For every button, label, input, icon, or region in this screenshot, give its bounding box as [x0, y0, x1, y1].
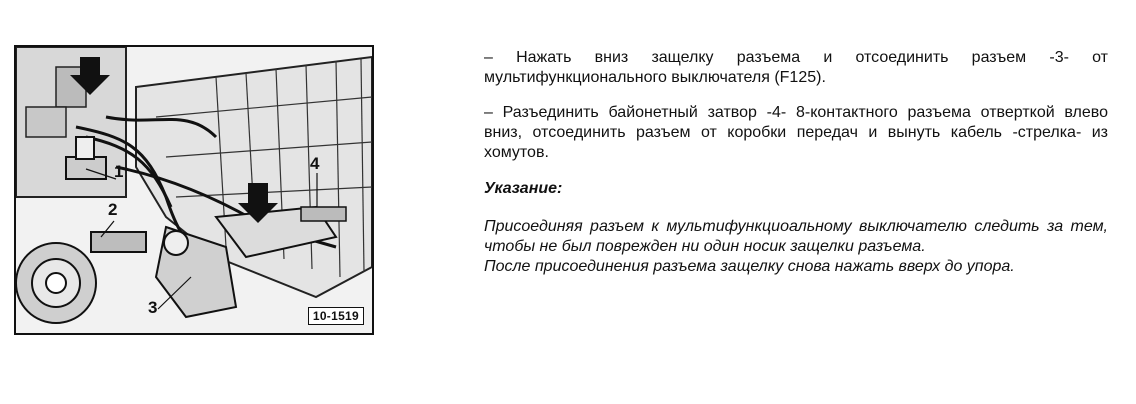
instruction-step: – Нажать вниз защелку разъема и отсоединить разъем -3- от мультифункционального выключателя (F125). [484, 49, 1108, 86]
instructions-column [484, 48, 1108, 277]
instruction-step: – Разъединить байонетный затвор -4- 8-контактного разъема отверткой влево вниз, отсоединить разъем от коробки передач и вынуть кабель -стрелка- из хомутов. [484, 104, 1108, 161]
callout-2: 2 [108, 200, 118, 219]
note-paragraph: После присоединения разъема защелку снова нажать вверх до упора. [484, 258, 1015, 275]
transmission-illustration [14, 45, 374, 335]
engine-drawing [16, 47, 372, 333]
callout-4: 4 [310, 154, 320, 173]
callout-1: 1 [114, 162, 124, 181]
note-heading: Указание: [484, 180, 563, 197]
callout-3: 3 [148, 298, 158, 317]
note-paragraph: Присоединяя разъем к мультифункциоальному выключателю следить за тем, чтобы не был поврежден ни один носик защелки разъема. [484, 218, 1108, 255]
figure-reference: 10-1519 [308, 307, 364, 325]
